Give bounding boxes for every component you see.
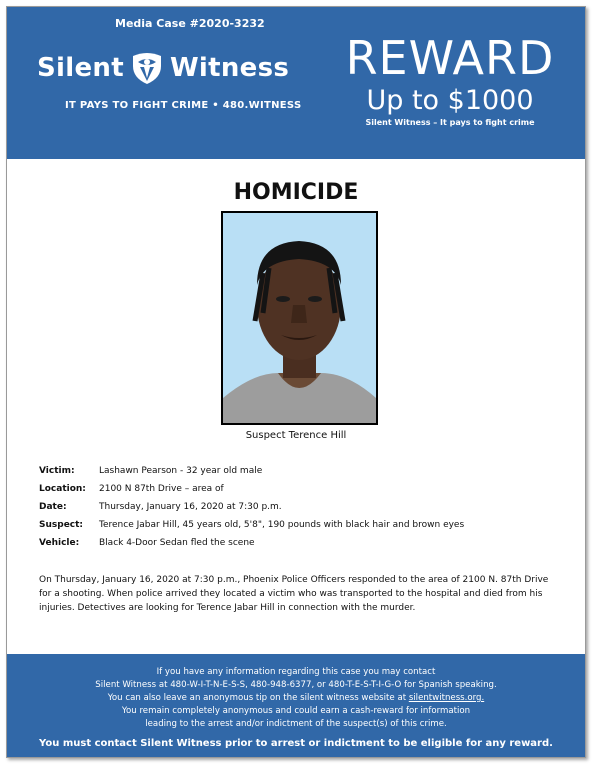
footer-line-3 [7,692,585,705]
suspect-portrait-image [223,213,376,423]
detail-label: Suspect: [39,520,84,530]
detail-value: Black 4-Door Sedan fled the scene [99,538,255,548]
detail-label: Location: [39,484,86,494]
detail-value: Lashawn Pearson - 32 year old male [99,466,263,476]
eye-shield-icon [130,51,164,85]
photo-caption: Suspect Terence Hill [245,430,347,441]
media-case-number: Media Case #2020-3232 [115,17,265,30]
footer-line-3-text: You can also leave an anonymous tip on the silent witness website at [107,693,409,703]
website-link[interactable]: silentwitness.org. [408,693,485,703]
reward-title: REWARD [345,31,555,85]
case-narrative: On Thursday, January 16, 2020 at 7:30 p.m., Phoenix Police Officers responded to the area of 2100 N. 87th Drive for a shooting. When police arrived they located a victim who was transported to the hospital and died from his injuries. Detectives are looking for Terence Jabar Hill in connection with the murder. [39,575,549,613]
case-details [39,466,464,556]
reward-subtitle: Silent Witness – It pays to fight crime [365,118,535,127]
suspect-photo [221,211,378,425]
footer-banner [7,654,585,757]
logo-text-left: Silent [37,53,124,83]
detail-row-vehicle [39,538,464,556]
case-type-title: HOMICIDE [233,180,359,205]
logo-tagline: IT PAYS TO FIGHT CRIME • 480.WITNESS [65,100,302,111]
detail-label: Vehicle: [39,538,80,548]
footer-eligibility-notice: You must contact Silent Witness prior to arrest or indictment to be eligible for any reward. [39,738,553,749]
detail-row-location [39,484,464,502]
logo-text-right: Witness [169,53,290,83]
detail-row-date [39,502,464,520]
footer-line-4: You remain completely anonymous and could earn a cash-reward for information [121,706,471,716]
detail-label: Victim: [39,466,75,476]
footer-line-2: Silent Witness at 480-W-I-T-N-E-S-S, 480-948-6377, or 480-T-E-S-T-I-G-O for Spanish speaking. [95,680,497,690]
header-banner [7,7,585,159]
detail-row-victim [39,466,464,484]
detail-label: Date: [39,502,67,512]
footer-line-5: leading to the arrest and/or indictment of the suspect(s) of this crime. [145,719,447,729]
reward-amount: Up to $1000 [366,85,534,116]
detail-value: 2100 N 87th Drive – area of [99,484,224,494]
detail-value: Terence Jabar Hill, 45 years old, 5'8", 190 pounds with black hair and brown eyes [99,520,465,530]
footer-line-1: If you have any information regarding this case you may contact [156,667,436,677]
detail-row-suspect [39,520,464,538]
detail-value: Thursday, January 16, 2020 at 7:30 p.m. [99,502,282,512]
flyer [6,6,586,758]
silent-witness-logo [37,51,289,85]
